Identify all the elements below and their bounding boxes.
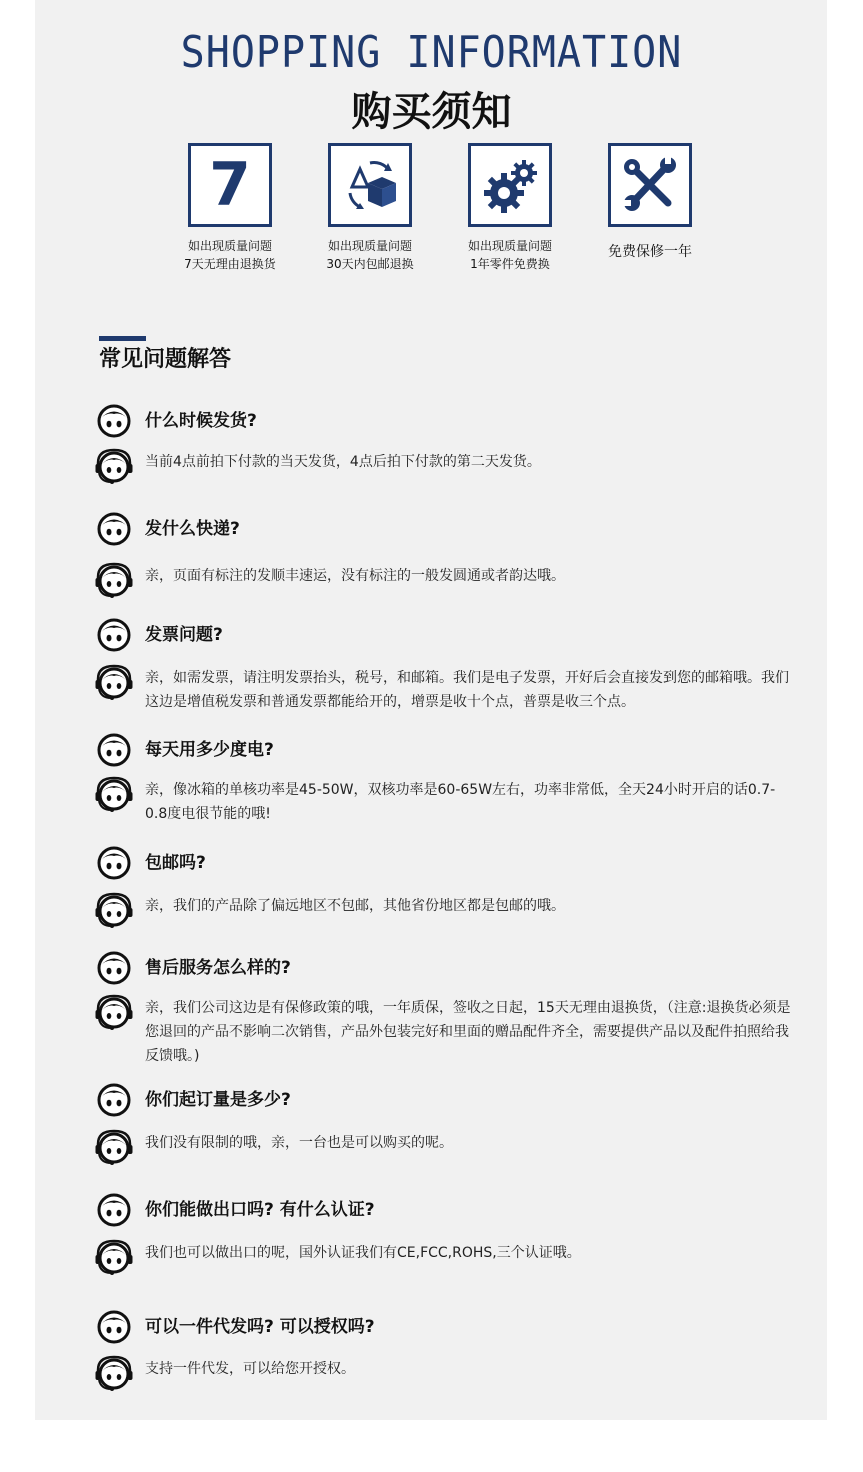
- seven-days-icon: [188, 143, 272, 227]
- answer-text: 我们也可以做出口的呢，国外认证我们有CE,FCC,ROHS,三个认证哦。: [145, 1245, 581, 1261]
- customer-face-icon: [95, 949, 133, 987]
- customer-face-icon: [95, 844, 133, 882]
- feature-free-warranty: [575, 143, 725, 261]
- answer-text: 亲，如需发票，请注明发票抬头，税号，和邮箱。我们是电子发票，开好后会直接发到您的邮箱哦。我们这边是增值税发票和普通发票都能给开的，增票是收十个点，普票是收三个点。: [145, 670, 789, 710]
- gears-icon: [468, 143, 552, 227]
- faq-question: [95, 949, 291, 987]
- customer-face-icon: [95, 402, 133, 440]
- support-agent-icon: [95, 993, 133, 1031]
- customer-face-icon: [95, 1308, 133, 1346]
- faq-answer: [95, 1238, 795, 1276]
- question-text: 你们起订量是多少?: [145, 1090, 291, 1110]
- faq-answer: [95, 775, 795, 826]
- answer-text: 亲，像冰箱的单核功率是45-50W，双核功率是60-65W左右，功率非常低，全天24小时开启的话0.7-0.8度电很节能的哦!: [145, 782, 776, 822]
- question-text: 发什么快递?: [145, 519, 240, 539]
- section-accent-bar: [99, 336, 146, 341]
- answer-text: 亲，我们的产品除了偏远地区不包邮，其他省份地区都是包邮的哦。: [145, 898, 565, 914]
- feature-line2: 7天无理由退换货: [184, 257, 276, 271]
- faq-answer: [95, 561, 795, 599]
- answer-text: 亲，页面有标注的发顺丰速运，没有标注的一般发圆通或者韵达哦。: [145, 568, 565, 584]
- faq-question: [95, 844, 206, 882]
- customer-face-icon: [95, 731, 133, 769]
- faq-answer: [95, 447, 795, 485]
- support-agent-icon: [95, 561, 133, 599]
- support-agent-icon: [95, 663, 133, 701]
- faq-answer: [95, 663, 795, 714]
- feature-line1: 免费保修一年: [608, 244, 692, 260]
- faq-answer: [95, 891, 795, 929]
- answer-text: 支持一件代发，可以给您开授权。: [145, 1361, 355, 1377]
- box-exchange-icon: [328, 143, 412, 227]
- faq-question: [95, 1191, 375, 1229]
- feature-line1: 如出现质量问题: [187, 239, 272, 253]
- answer-text: 当前4点前拍下付款的当天发货，4点后拍下付款的第二天发货。: [145, 454, 541, 470]
- customer-face-icon: [95, 1191, 133, 1229]
- title-english: SHOPPING INFORMATION: [180, 28, 683, 78]
- customer-face-icon: [95, 616, 133, 654]
- faq-question: [95, 402, 257, 440]
- question-text: 发票问题?: [145, 625, 223, 645]
- question-text: 包邮吗?: [145, 853, 206, 873]
- customer-face-icon: [95, 1081, 133, 1119]
- support-agent-icon: [95, 775, 133, 813]
- support-agent-icon: [95, 891, 133, 929]
- tools-icon: [608, 143, 692, 227]
- faq-question: [95, 1081, 291, 1119]
- question-text: 你们能做出口吗? 有什么认证?: [145, 1200, 375, 1220]
- faq-answer: [95, 993, 795, 1068]
- support-agent-icon: [95, 1128, 133, 1166]
- faq-question: [95, 731, 274, 769]
- support-agent-icon: [95, 447, 133, 485]
- faq-title: 常见问题解答: [99, 347, 232, 372]
- question-text: 可以一件代发吗? 可以授权吗?: [145, 1317, 375, 1337]
- customer-face-icon: [95, 510, 133, 548]
- title-chinese: 购买须知: [351, 89, 512, 135]
- feature-1-year-parts: [435, 143, 585, 273]
- answer-text: 亲，我们公司这边是有保修政策的哦，一年质保，签收之日起，15天无理由退换货，（注意:退换货必须是您退回的产品不影响二次销售，产品外包装完好和里面的赠品配件齐全，需要提供产品以及配件拍照给我反馈哦。): [145, 1000, 791, 1064]
- question-text: 每天用多少度电?: [145, 740, 274, 760]
- seven-number: 7: [209, 150, 251, 220]
- support-agent-icon: [95, 1238, 133, 1276]
- feature-30-day-exchange: [295, 143, 445, 273]
- feature-7-day-return: [155, 143, 305, 273]
- feature-line1: 如出现质量问题: [327, 239, 412, 253]
- faq-question: [95, 616, 223, 654]
- feature-line2: 30天内包邮退换: [326, 257, 414, 271]
- faq-answer: [95, 1354, 795, 1392]
- question-text: 售后服务怎么样的?: [145, 958, 291, 978]
- faq-question: [95, 1308, 375, 1346]
- answer-text: 我们没有限制的哦，亲，一台也是可以购买的呢。: [145, 1135, 453, 1151]
- question-text: 什么时候发货?: [145, 411, 257, 431]
- faq-question: [95, 510, 240, 548]
- feature-line2: 1年零件免费换: [470, 257, 550, 271]
- faq-answer: [95, 1128, 795, 1166]
- feature-line1: 如出现质量问题: [467, 239, 552, 253]
- support-agent-icon: [95, 1354, 133, 1392]
